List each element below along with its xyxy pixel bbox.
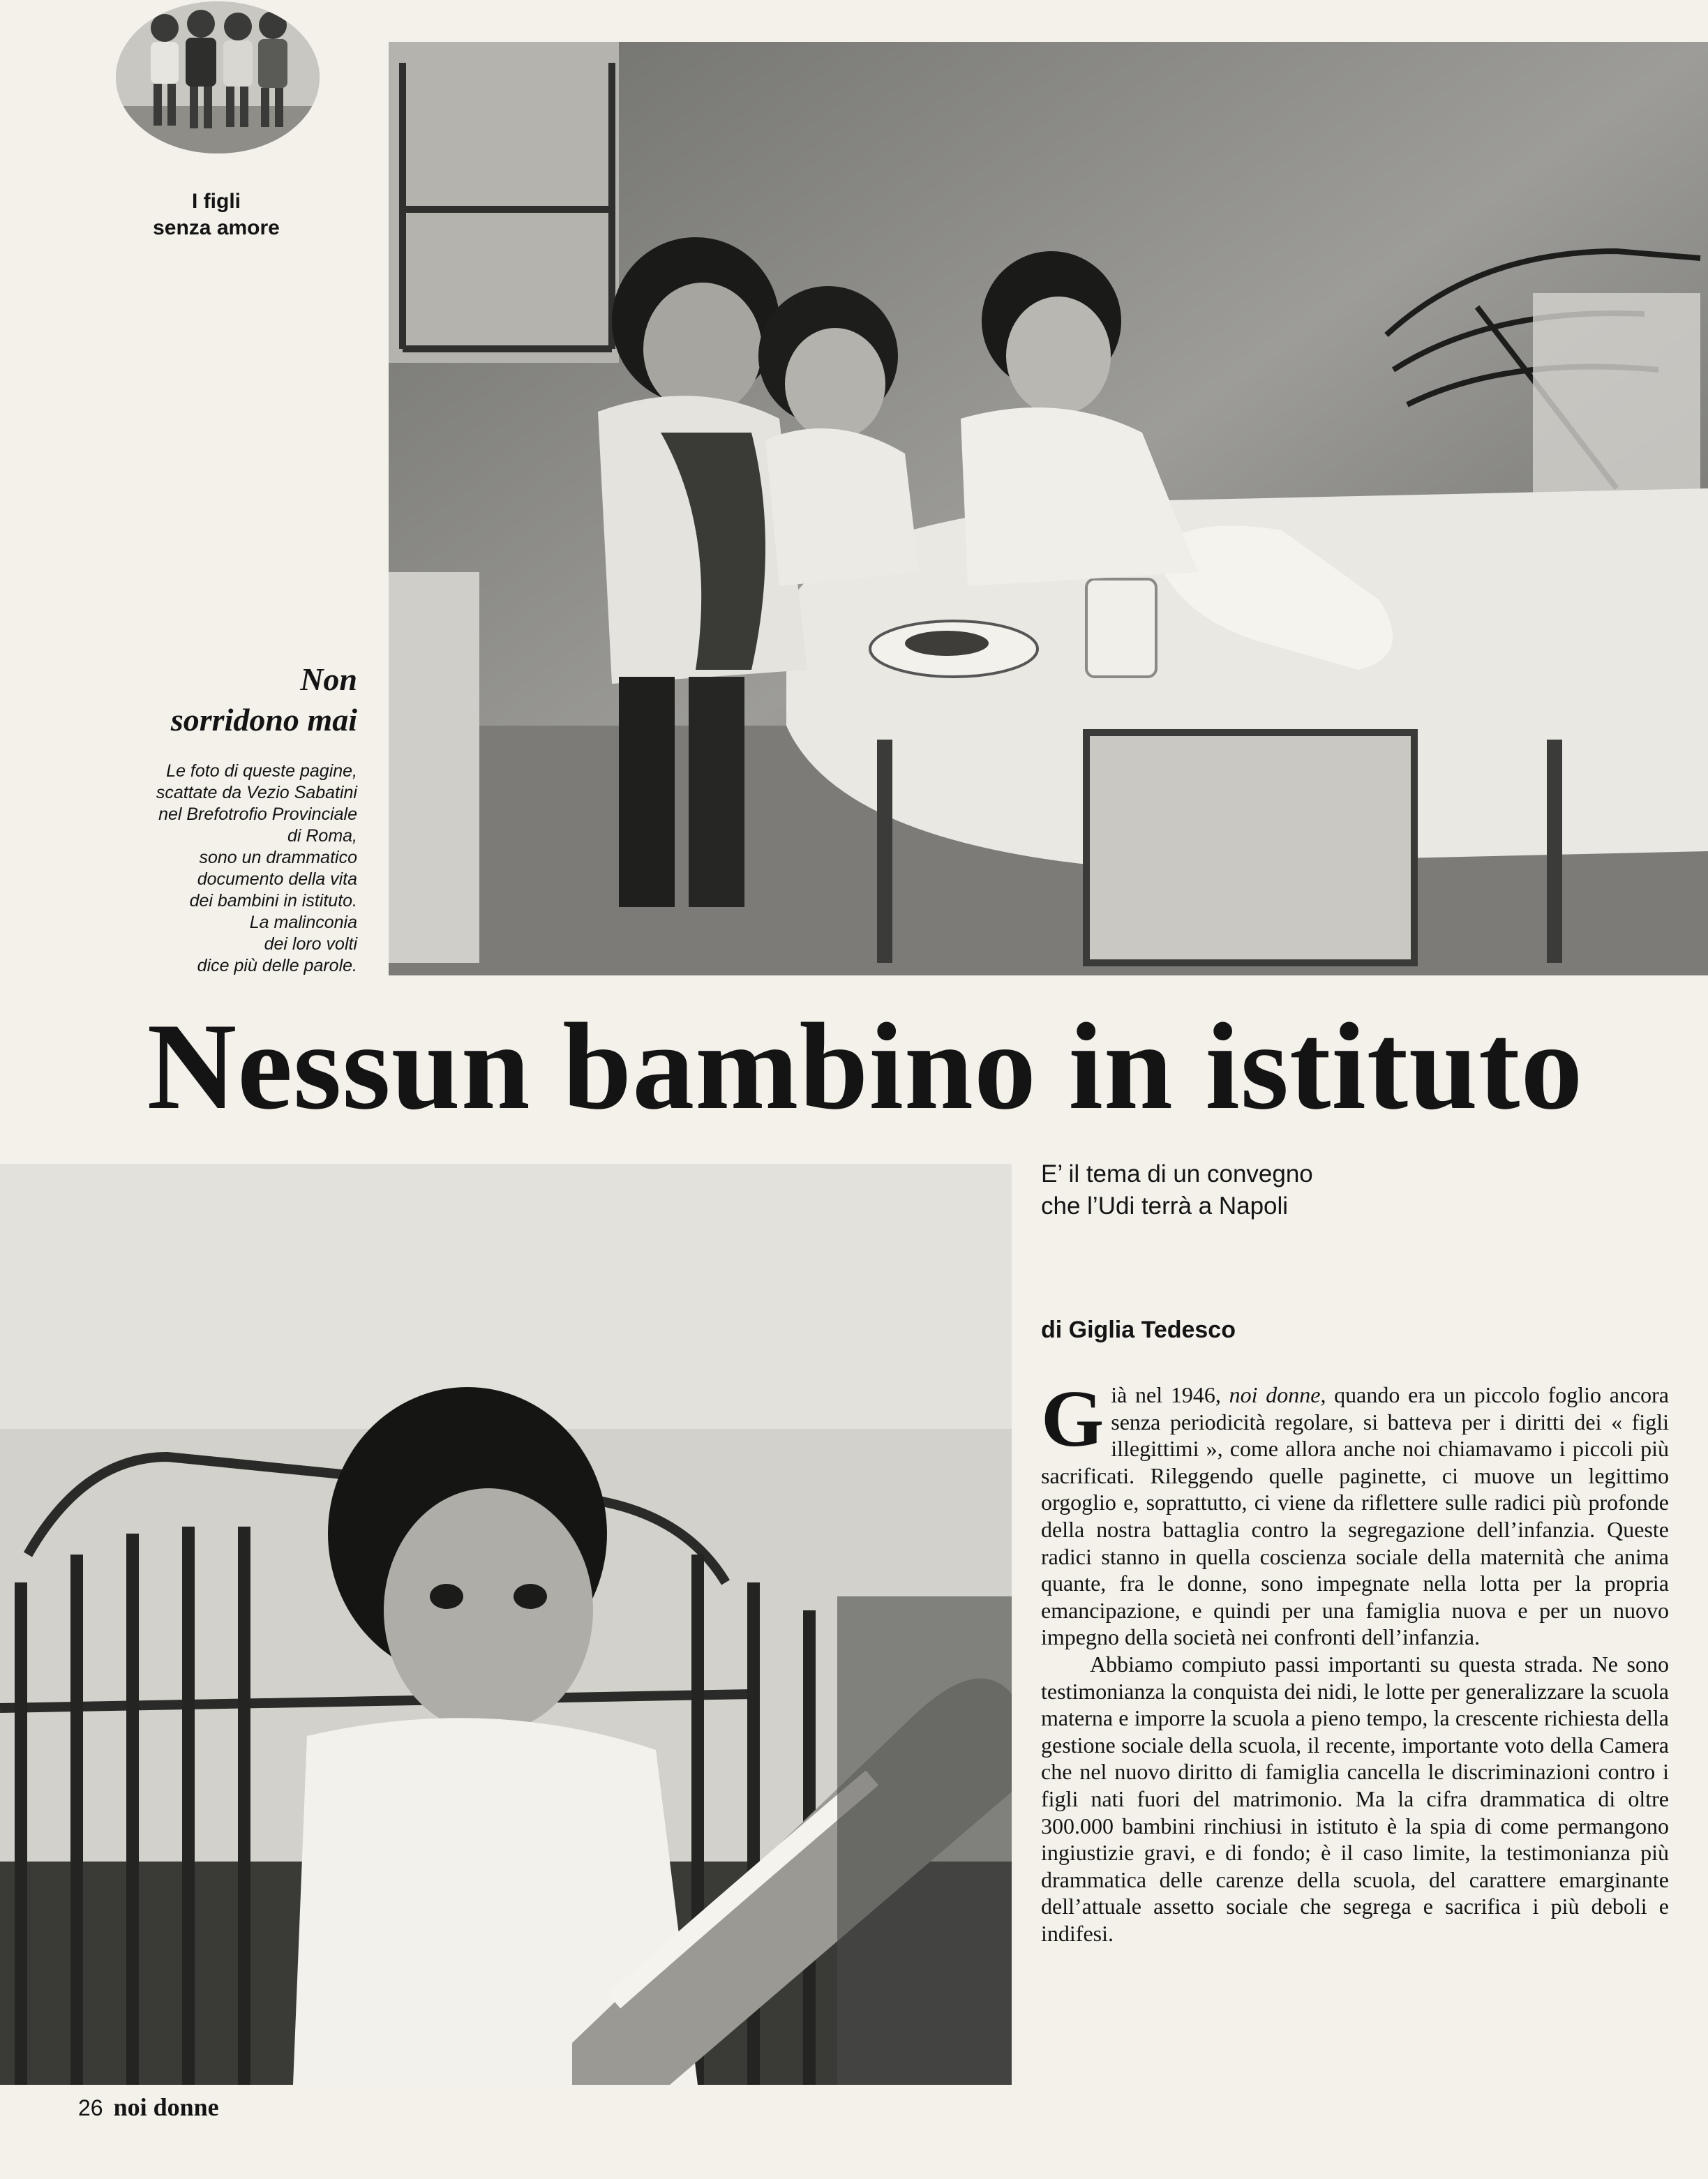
photo-child-in-crib [0,1164,1012,2085]
paragraph-text: ià nel 1946, [1111,1382,1229,1407]
caption-line: nel Brefotrofio Provinciale [158,804,357,824]
caption-line: sono un drammatico [199,848,357,867]
subtitle-line-1: E’ il tema di un convegno [1041,1160,1313,1188]
caption-line: Le foto di queste pagine, [166,761,357,781]
page-number: 26 [78,2095,103,2120]
photo-children-at-table [389,42,1708,975]
caption-line: dei bambini in istituto. [189,891,357,911]
kicker-line-2: senza amore [153,216,280,239]
section-kicker [105,188,328,241]
article-body [1041,1375,1670,1947]
caption-line: dice più delle parole. [197,956,357,975]
article-subtitle [1041,1158,1460,1222]
photo-caption-text [84,761,357,977]
magazine-logo: noi donne [113,2093,219,2121]
drop-cap: G [1041,1375,1104,1464]
magazine-name-inline: noi donne, [1229,1382,1326,1407]
thumbnail-photo-children-group [116,1,320,153]
paragraph-text: quando era un piccolo foglio ancora senza periodicità regolare, si batteva per i diritti dei « figli illegittimi », come allora anche noi chiamavamo i piccoli più sacrificati. Rileggendo quelle paginette, ci muove un legittimo orgoglio e, soprattutto, ci viene da riflettere sulle radici più profonde della nostra battaglia contro la segregazione dell’infanzia. Queste radici stanno in quella coscienza sociale della maternità che anima quante, fra le donne, sono impegnate nella lotta per la propria emancipazione, e quindi per una famiglia nuova e per un nuovo impegno della società nei confronti dell’infanzia. [1041,1382,1670,1650]
page-footer [78,2092,219,2123]
caption-line: di Roma, [287,826,357,846]
subtitle-line-2: che l’Udi terrà a Napoli [1041,1192,1289,1220]
article-paragraph-2: Abbiamo compiuto passi importanti su questa strada. Ne sono testimonianza la conquista dei nidi, le lotte per generalizzare la scuola materna e imporre la scuola a pieno tempo, la crescente richiesta della gestione sociale della scuola, il recente, importante voto della Camera che nel nuovo diritto di famiglia cancella le discriminazioni contro i figli nati fuori del matrimonio. Ma la cifra drammatica di oltre 300.000 bambini rinchiusi in istituto è la spia di come permangono ingiustizie gravi, e di fondo; è il caso limite, la testimonianza più drammatica delle carenze della scuola, del carattere emarginante dell’attuale assetto sociale che segrega e sacrifica i più deboli e indifesi. [1041,1651,1669,1946]
caption-line: La malinconia [249,913,357,932]
caption-heading-line-2: sorridono mai [170,702,357,737]
caption-line: dei loro volti [264,934,357,954]
article-paragraph-1 [1041,1375,1670,1651]
caption-heading-line-1: Non [300,661,357,697]
article-headline: Nessun bambino in istituto [147,997,1584,1135]
photo-caption-heading [140,659,357,740]
caption-line: documento della vita [197,869,357,889]
kicker-line-1: I figli [192,190,241,213]
caption-line: scattate da Vezio Sabatini [156,783,357,802]
byline: di Giglia Tedesco [1041,1317,1236,1343]
